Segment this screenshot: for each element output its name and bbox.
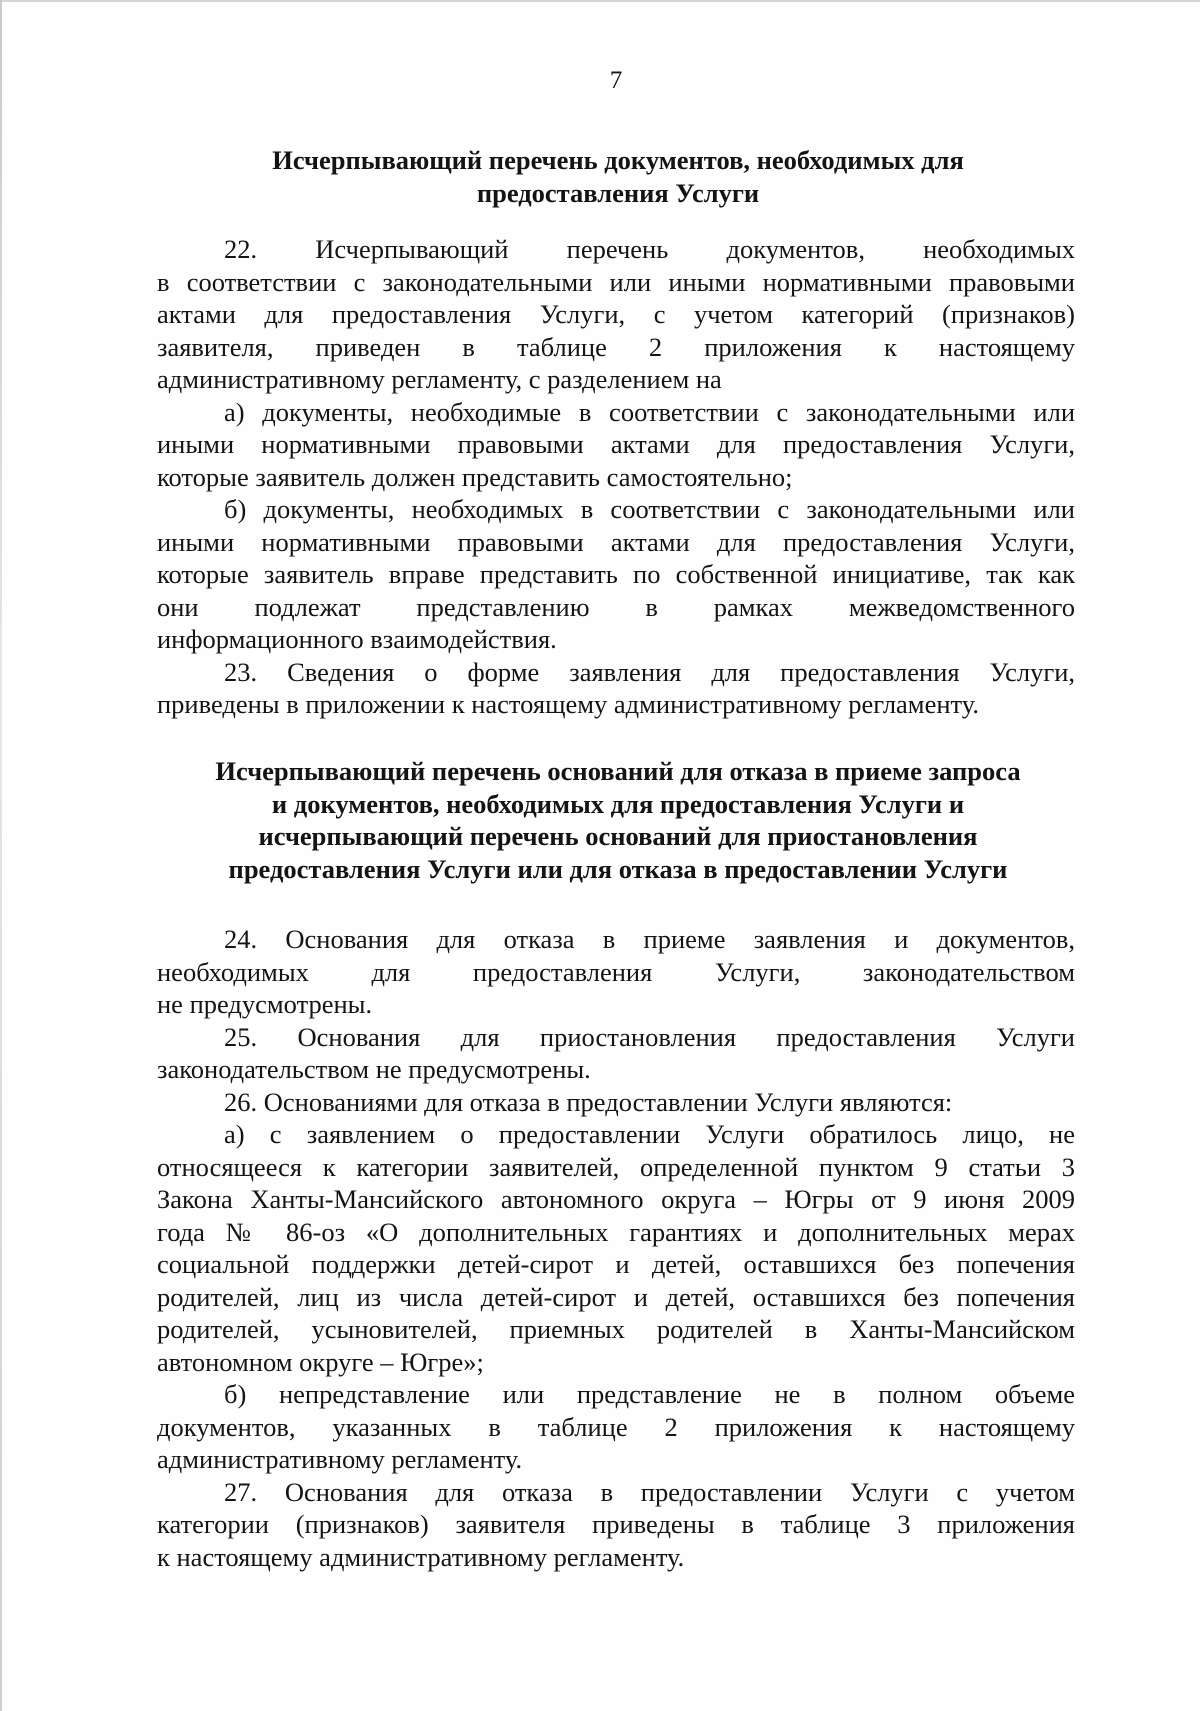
paragraph-line: категории (признаков) заявителя приведены в таблице 3 приложения [157, 1509, 1075, 1539]
heading-line: Исчерпывающий перечень оснований для отказа в приеме запроса [215, 756, 1021, 786]
paragraph-line: к настоящему административному регламенту. [157, 1541, 685, 1572]
paragraph-line: административному регламенту. [157, 1444, 523, 1474]
paragraph-line: 27. Основания для отказа в предоставлении Услуги с учетом [224, 1476, 1075, 1507]
paragraph-line: социальной поддержки детей-сирот и детей, оставшихся без попечения [157, 1249, 1075, 1279]
paragraph-line: а) документы, необходимые в соответствии с законодательными или [224, 396, 1075, 427]
page-number: 7 [609, 67, 623, 94]
paragraph-line: 23. Сведения о форме заявления для предоставления Услуги, [224, 656, 1075, 687]
paragraph-line: родителей, усыновителей, приемных родителей в Ханты-Мансийском [157, 1314, 1075, 1344]
paragraph-line: необходимых для предоставления Услуги, законодательством [157, 956, 1075, 987]
paragraph-line: 26. Основаниями для отказа в предоставлении Услуги являются: [224, 1086, 953, 1117]
paragraph-line: 22. Исчерпывающий перечень документов, необходимых [224, 234, 1075, 264]
paragraph-line: документов, указанных в таблице 2 приложения к настоящему [157, 1411, 1075, 1442]
paragraph-line: которые заявитель должен представить самостоятельно; [157, 461, 793, 492]
section-body-documents [157, 233, 1075, 721]
section-heading-refusal-grounds [148, 755, 1088, 885]
paragraph-line: в соответствии с законодательными или иными нормативными правовыми [157, 266, 1075, 297]
paragraph-line: года № 86-оз «О дополнительных гарантиях и дополнительных мерах [157, 1216, 1075, 1247]
paragraph-line: заявителя, приведен в таблице 2 приложения к настоящему [157, 331, 1075, 362]
scan-edge-left [0, 0, 2, 1711]
heading-line: Исчерпывающий перечень документов, необходимых для [272, 145, 964, 175]
paragraph-line: они подлежат представлению в рамках межведомственного [157, 591, 1075, 622]
scan-edge-top [0, 0, 1200, 2]
paragraph-line: актами для предоставления Услуги, с учетом категорий (признаков) [157, 299, 1075, 329]
heading-line: исчерпывающий перечень оснований для приостановления [258, 821, 978, 851]
heading-line: предоставления Услуги или для отказа в предоставлении Услуги [228, 853, 1008, 884]
paragraph-line: иными нормативными правовыми актами для предоставления Услуги, [157, 429, 1075, 459]
section-heading-documents [158, 144, 1078, 209]
section-body-refusal-grounds [157, 923, 1075, 1573]
paragraph-line: 24. Основания для отказа в приеме заявления и документов, [224, 924, 1075, 954]
paragraph-line: а) с заявлением о предоставлении Услуги обратилось лицо, не [224, 1119, 1075, 1149]
paragraph-line: б) непредставление или представление не в полном объеме [224, 1379, 1075, 1409]
paragraph-line: Закона Ханты-Мансийского автономного округа – Югры от 9 июня 2009 [157, 1184, 1075, 1214]
paragraph-line: относящееся к категории заявителей, определенной пунктом 9 статьи 3 [157, 1151, 1075, 1182]
paragraph-line: приведены в приложении к настоящему административному регламенту. [157, 689, 979, 719]
paragraph-line: родителей, лиц из числа детей-сирот и детей, оставшихся без попечения [157, 1281, 1075, 1312]
paragraph-line: не предусмотрены. [157, 989, 373, 1019]
paragraph-line: законодательством не предусмотрены. [157, 1054, 591, 1084]
paragraph-line: б) документы, необходимых в соответствии с законодательными или [224, 494, 1075, 524]
heading-line: и документов, необходимых для предоставления Услуги и [271, 788, 965, 819]
paragraph-line: информационного взаимодействия. [157, 624, 557, 654]
paragraph-line: 25. Основания для приостановления предоставления Услуги [224, 1021, 1075, 1052]
paragraph-line: автономном округе – Югре»; [157, 1346, 484, 1377]
heading-line: предоставления Услуги [476, 177, 760, 208]
paragraph-line: которые заявитель вправе представить по собственной инициативе, так как [157, 559, 1075, 589]
paragraph-line: иными нормативными правовыми актами для предоставления Услуги, [157, 526, 1075, 557]
paragraph-line: административному регламенту, с разделением на [157, 364, 722, 394]
